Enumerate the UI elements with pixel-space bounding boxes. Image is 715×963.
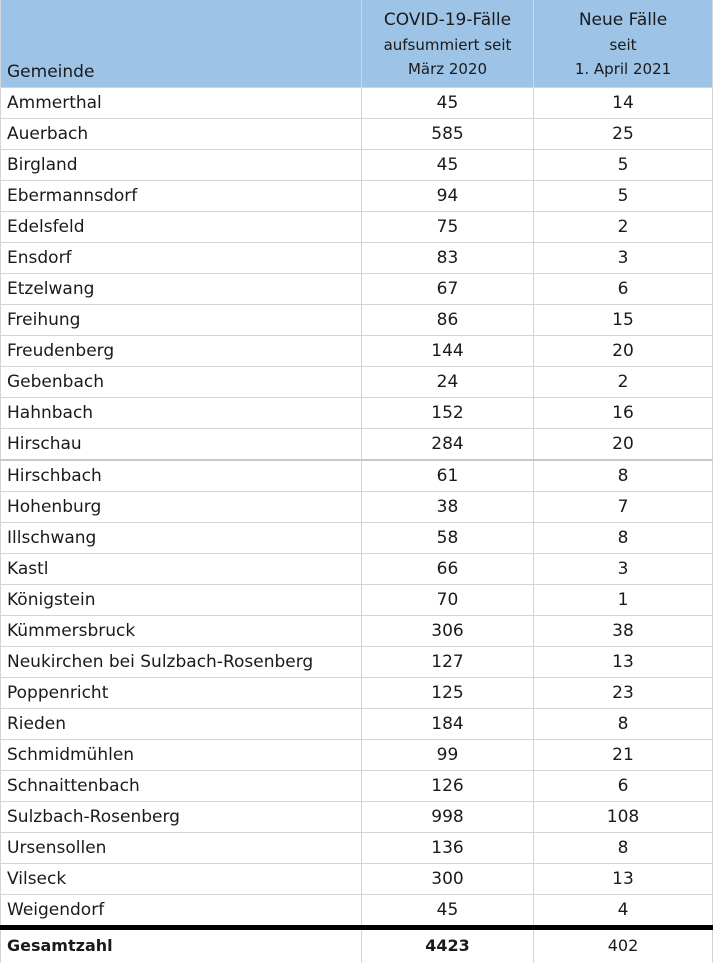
header-new-cases-title: Neue Fälle [578,9,668,30]
cell-gemeinde[interactable]: Schnaittenbach [1,770,362,801]
total-cases-sum[interactable]: 4423 [362,927,534,963]
cell-new-cases[interactable]: 5 [534,149,713,180]
table-row [1,646,713,677]
cell-total-cases[interactable]: 125 [362,677,534,708]
table-row [1,211,713,242]
table-row [1,832,713,863]
cell-new-cases[interactable]: 25 [534,118,713,149]
cell-gemeinde[interactable]: Gebenbach [1,366,362,397]
header-row [1,0,713,87]
cell-gemeinde[interactable]: Etzelwang [1,273,362,304]
cell-total-cases[interactable]: 300 [362,863,534,894]
cell-gemeinde[interactable]: Auerbach [1,118,362,149]
cell-gemeinde[interactable]: Kümmersbruck [1,615,362,646]
table-row [1,428,713,460]
header-new-cases[interactable] [534,0,713,87]
cell-gemeinde[interactable]: Sulzbach-Rosenberg [1,801,362,832]
cell-new-cases[interactable]: 20 [534,428,713,460]
cell-new-cases[interactable]: 3 [534,553,713,584]
cell-gemeinde[interactable]: Vilseck [1,863,362,894]
cell-gemeinde[interactable]: Birgland [1,149,362,180]
total-label[interactable]: Gesamtzahl [1,927,362,963]
cell-total-cases[interactable]: 184 [362,708,534,739]
cell-new-cases[interactable]: 13 [534,863,713,894]
cell-gemeinde[interactable]: Ammerthal [1,87,362,118]
cell-new-cases[interactable]: 8 [534,708,713,739]
cell-gemeinde[interactable]: Poppenricht [1,677,362,708]
cell-total-cases[interactable]: 284 [362,428,534,460]
cell-total-cases[interactable]: 585 [362,118,534,149]
header-total-cases-sub1: aufsummiert seit [383,35,512,54]
table-row [1,366,713,397]
cell-new-cases[interactable]: 6 [534,770,713,801]
cell-total-cases[interactable]: 127 [362,646,534,677]
cell-total-cases[interactable]: 58 [362,522,534,553]
table-row [1,491,713,522]
cell-gemeinde[interactable]: Freudenberg [1,335,362,366]
table-row [1,553,713,584]
cell-total-cases[interactable]: 61 [362,460,534,492]
cell-total-cases[interactable]: 126 [362,770,534,801]
header-new-cases-sub2: 1. April 2021 [574,59,672,78]
cell-total-cases[interactable]: 998 [362,801,534,832]
cell-new-cases[interactable]: 23 [534,677,713,708]
cell-total-cases[interactable]: 86 [362,304,534,335]
cell-total-cases[interactable]: 144 [362,335,534,366]
cell-gemeinde[interactable]: Weigendorf [1,894,362,927]
cell-gemeinde[interactable]: Illschwang [1,522,362,553]
table-row [1,149,713,180]
table-row [1,118,713,149]
table-row [1,242,713,273]
cell-gemeinde[interactable]: Edelsfeld [1,211,362,242]
cell-new-cases[interactable]: 15 [534,304,713,335]
table-row [1,460,713,492]
cell-gemeinde[interactable]: Freihung [1,304,362,335]
cell-gemeinde[interactable]: Neukirchen bei Sulzbach-Rosenberg [1,646,362,677]
cell-gemeinde[interactable]: Hahnbach [1,397,362,428]
cell-total-cases[interactable]: 75 [362,211,534,242]
cell-gemeinde[interactable]: Hirschbach [1,460,362,492]
table-row [1,770,713,801]
header-gemeinde[interactable]: Gemeinde [1,0,362,87]
table-row [1,397,713,428]
cell-new-cases[interactable]: 8 [534,460,713,492]
cell-gemeinde[interactable]: Ebermannsdorf [1,180,362,211]
cell-total-cases[interactable]: 83 [362,242,534,273]
cell-total-cases[interactable]: 136 [362,832,534,863]
cell-total-cases[interactable]: 70 [362,584,534,615]
cell-new-cases[interactable]: 8 [534,522,713,553]
cell-new-cases[interactable]: 2 [534,366,713,397]
cell-new-cases[interactable]: 5 [534,180,713,211]
table-row [1,584,713,615]
table-row [1,304,713,335]
cell-total-cases[interactable]: 94 [362,180,534,211]
cell-gemeinde[interactable]: Hirschau [1,428,362,460]
table-row [1,677,713,708]
cell-new-cases[interactable]: 7 [534,491,713,522]
cell-new-cases[interactable]: 2 [534,211,713,242]
cell-total-cases[interactable]: 67 [362,273,534,304]
cell-new-cases[interactable]: 8 [534,832,713,863]
table-row [1,801,713,832]
cell-gemeinde[interactable]: Ensdorf [1,242,362,273]
new-cases-sum[interactable]: 402 [534,927,713,963]
cell-total-cases[interactable]: 152 [362,397,534,428]
table-row [1,615,713,646]
cell-new-cases[interactable]: 21 [534,739,713,770]
cell-total-cases[interactable]: 24 [362,366,534,397]
header-total-cases-sub2: März 2020 [407,59,488,78]
cell-new-cases[interactable]: 13 [534,646,713,677]
cell-gemeinde[interactable]: Königstein [1,584,362,615]
table-row [1,894,713,927]
cell-total-cases[interactable]: 66 [362,553,534,584]
cell-new-cases[interactable]: 14 [534,87,713,118]
cell-gemeinde[interactable]: Hohenburg [1,491,362,522]
cell-total-cases[interactable]: 45 [362,87,534,118]
total-row [1,927,713,963]
table-row [1,708,713,739]
table-row [1,273,713,304]
cell-new-cases[interactable]: 3 [534,242,713,273]
cell-gemeinde[interactable]: Kastl [1,553,362,584]
table-row [1,335,713,366]
cell-total-cases[interactable]: 306 [362,615,534,646]
table-row [1,87,713,118]
cell-new-cases[interactable]: 38 [534,615,713,646]
cell-total-cases[interactable]: 45 [362,894,534,927]
cell-total-cases[interactable]: 38 [362,491,534,522]
cell-gemeinde[interactable]: Ursensollen [1,832,362,863]
cell-new-cases[interactable]: 20 [534,335,713,366]
cell-total-cases[interactable]: 99 [362,739,534,770]
table-row [1,522,713,553]
header-new-cases-sub1: seit [609,35,637,54]
cell-gemeinde[interactable]: Schmidmühlen [1,739,362,770]
cell-new-cases[interactable]: 1 [534,584,713,615]
header-total-cases[interactable] [362,0,534,87]
table-row [1,180,713,211]
cell-gemeinde[interactable]: Rieden [1,708,362,739]
cell-new-cases[interactable]: 108 [534,801,713,832]
cell-new-cases[interactable]: 4 [534,894,713,927]
table-row [1,863,713,894]
table-row [1,739,713,770]
header-total-cases-title: COVID-19-Fälle [383,9,512,30]
cell-new-cases[interactable]: 6 [534,273,713,304]
cell-new-cases[interactable]: 16 [534,397,713,428]
cell-total-cases[interactable]: 45 [362,149,534,180]
